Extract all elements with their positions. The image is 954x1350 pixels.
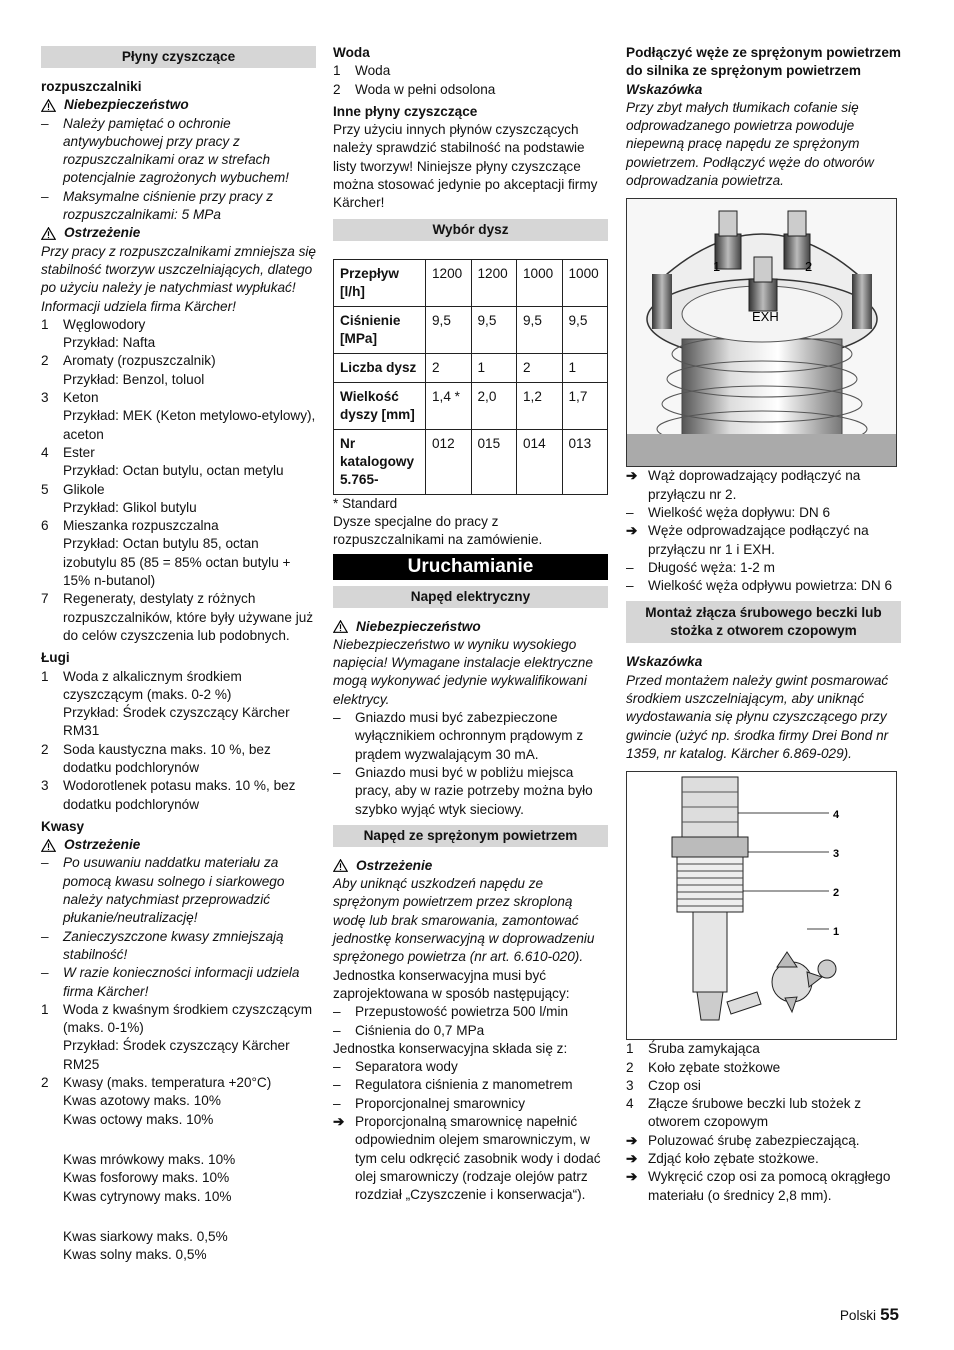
list-item: – Separatora wody [333,1059,458,1075]
list-text: Złącze śrubowe beczki lub stożek z otworem czopowym [648,1096,862,1130]
example-text: Przykład: MEK (Keton metylowo-etylowy), aceton [63,408,316,442]
air-motor-illustration [627,199,897,467]
list-item [626,1077,901,1095]
list-text: Węglowodory [63,316,146,332]
list-number: 2 [626,1059,634,1075]
table-note-special: Dysze specjalne do pracy z rozpuszczalnikami na zamówienie. [333,513,543,548]
fig-label-4: 4 [833,809,840,822]
table-cell: 1000 [517,259,563,306]
example-text: Przykład: Benzol, toluol [63,371,205,387]
section-header-electric: Napęd elektryczny [333,586,608,608]
example-text: Przykład: Glikol butylu [63,499,197,515]
section-header-air-drive: Napęd ze sprężonym powietrzem [333,825,608,847]
table-cell: 1,2 [517,382,563,429]
table-header-cell: Liczba dysz [334,353,426,382]
column-2 [333,44,608,1204]
instruction-step: ➔ Proporcjonalną smarownicę napełnić odpowiednim olejem smarowniczym, w tym celu odkręcić zasobnik wody i dodać olej smarowniczy (rodzaje olejów patrz rozdział „Czyszczenie i konserwacja“). [333,1113,608,1204]
list-text: Aromaty (rozpuszczalnik) [63,353,216,369]
water-title: Woda [333,45,370,60]
instruction-step [626,522,901,559]
solvents-title: rozpuszczalniki [41,79,142,94]
acid-line: Kwas solny maks. 0,5% [63,1247,207,1263]
coupling-figure [626,771,897,1040]
warning-triangle-icon [41,227,56,240]
table-cell: 014 [517,429,563,494]
fig-label-2: 2 [833,887,840,900]
step-text: Poluzować śrubę zabezpieczającą. [648,1132,860,1148]
danger-notice [333,618,608,636]
list-item [41,590,316,645]
list-text: Ester [63,444,95,460]
instruction-step [626,1132,901,1150]
list-item [41,777,316,814]
list-text: Glikole [63,481,105,497]
step-text: Węże odprowadzające podłączyć na przyłączu nr 1 i EXH. [648,523,869,557]
list-item: – Należy pamiętać o ochronie antywybuchowej przy pracy z rozpuszczalnikami oraz w strefach potencjalnie zagrożonych wybuchem! [41,115,289,186]
consists-text: Jednostka konserwacyjna składa się z: [333,1040,568,1056]
other-fluids-text: Przy użyciu innych płynów czyszczących należy sprawdzić stabilność na podstawie listy tworzyw! Niniejsze płyny czyszczące można stosować jedynie po akceptacji firmy Kärcher! [333,122,598,211]
table-row [334,306,608,353]
table-header-cell: Ciśnienie [MPa] [334,306,426,353]
instruction-step [626,1150,901,1168]
table-cell: 9,5 [517,306,563,353]
list-text: Koło zębate stożkowe [648,1059,781,1075]
table-cell: 2,0 [471,382,517,429]
acid-line: Kwas octowy maks. 10% [63,1111,214,1127]
table-cell: 1,7 [562,382,608,429]
section-header-mount: Montaż złącza śrubowego beczki lub stożka z otworem czopowym [626,601,901,643]
list-number: 4 [41,444,49,460]
table-cell: 1,4 * [426,382,472,429]
list-item: – Gniazdo musi być w pobliżu miejsca pracy, aby w razie potrzeby można było szybko wyjąć wtyk sieciowy. [333,764,593,817]
parts-list [626,1040,901,1131]
instruction-step [626,504,901,522]
arrow-right-icon: ➔ [626,1132,638,1148]
unit-text: Jednostka konserwacyjna musi być zaprojektowana w sposób następujący: [333,967,570,1001]
list-number: 3 [626,1077,634,1093]
warning-triangle-icon [41,839,56,852]
note-label: Wskazówka [626,81,703,97]
list-item [41,444,316,462]
instruction-step [626,577,901,595]
list-text: Czop osi [648,1077,701,1093]
page-number: 55 [880,1305,899,1324]
dash-bullet: – [626,578,634,594]
list-number: 1 [626,1041,634,1057]
step-text: Wykręcić czop osi za pomocą okrągłego materiału (o średnicy 2,8 mm). [648,1169,891,1203]
list-item [41,481,316,499]
list-item: – Zanieczyszczone kwasy zmniejszają stabilność! [41,928,284,962]
arrow-right-icon: ➔ [626,523,638,539]
list-item: 2 Kwasy (maks. temperatura +20°C) [41,1075,272,1091]
list-text: Keton [63,390,99,406]
list-text: Wodorotlenek potasu maks. 10 %, bez dodatku podchlorynów [63,778,296,812]
list-number: 1 [41,668,49,684]
list-number: 4 [626,1096,634,1112]
example-text: Przykład: Octan butylu, octan metylu [63,463,284,479]
acid-line: Kwas mrówkowy maks. 10% [63,1151,236,1167]
table-cell: 2 [517,353,563,382]
table-row [334,429,608,494]
danger-label: Niebezpieczeństwo [64,97,189,113]
list-item: – Ciśnienia do 0,7 MPa [333,1022,485,1038]
list-item [41,517,316,535]
list-item [41,352,316,370]
list-number: 3 [41,390,49,406]
column-1 [41,44,316,1264]
acid-line: Kwas cytrynowy maks. 10% [63,1188,232,1204]
caution-label: Ostrzeżenie [64,837,141,853]
nozzle-table [333,259,608,495]
list-item [41,389,316,407]
table-row [334,259,608,306]
list-item: 1 Woda z kwaśnym środkiem czyszczącym (maks. 0-1%) [41,1001,313,1036]
air-motor-figure [626,198,897,467]
example-text: Przykład: Octan butylu 85, octan izobutylu 85 (85 = 85% octan butylu + 15% n-butanol) [63,536,291,589]
fig-label-exh: EXH [752,309,779,325]
note-label: Wskazówka [626,654,703,670]
list-item [41,741,316,778]
list-item [626,1095,901,1132]
table-cell: 012 [426,429,472,494]
list-item: – Przepustowość powietrza 500 l/min [333,1004,569,1020]
solvent-list [41,316,316,645]
arrow-right-icon: ➔ [626,1169,638,1185]
fig-label-2: 2 [805,259,813,275]
fig-label-1: 1 [713,259,721,275]
list-text: Soda kaustyczna maks. 10 %, bez dodatku podchlorynów [63,741,271,775]
step-text: Wąż doprowadzający podłączyć na przyłączu nr 2. [648,468,861,502]
list-item: – Gniazdo musi być zabezpieczone wyłącznikiem ochronnym prądowym z prądem wyzwalającym 30 mA. [333,710,584,762]
step-text: Wielkość węża odpływu powietrza: DN 6 [648,578,893,594]
fig-label-1: 1 [833,926,840,939]
table-cell: 1200 [471,259,517,306]
step-text: Długość węża: 1-2 m [648,559,775,575]
steps-list [626,467,901,595]
caution-text: Aby uniknąć uszkodzeń napędu ze sprężonym powietrzem przez skroploną wodę lub brak smarowania, zamontować jednostkę konserwacyjną w doprowadzeniu sprężonego powietrza (nr art. 6.610-020). [333,876,595,965]
list-item: – Po usuwaniu naddatku materiału za pomocą kwasu solnego i siarkowego należy natychmiast przeprowadzić płukanie/neutralizację! [41,855,285,926]
arrow-right-icon: ➔ [626,468,638,484]
list-number: 2 [41,353,49,369]
list-item: – Proporcjonalnej smarownicy [333,1095,525,1111]
table-cell: 015 [471,429,517,494]
warning-triangle-icon [333,859,348,872]
list-item [626,1059,901,1077]
warning-triangle-icon [41,99,56,112]
table-cell: 9,5 [562,306,608,353]
danger-label: Niebezpieczeństwo [356,618,481,634]
list-item: – Regulatora ciśnienia z manometrem [333,1077,573,1093]
acids-title: Kwasy [41,818,85,834]
list-item: 2 Woda w pełni odsolona [333,81,496,97]
caution-notice [41,224,316,242]
section-header-cleaning-fluids: Płyny czyszczące [41,46,316,68]
chapter-header-startup: Uruchamianie [333,554,608,580]
warning-triangle-icon [333,620,348,633]
list-number: 1 [41,316,49,332]
example-text: Przykład: Nafta [63,335,156,351]
lye-title: Ługi [41,650,70,666]
table-cell: 1 [471,353,517,382]
coupling-illustration [627,772,897,1040]
final-steps-list [626,1132,901,1205]
danger-notice [41,96,316,114]
footer-language: Polski [839,1308,877,1323]
list-text: Mieszanka rozpuszczalna [63,518,219,534]
column-3 [626,44,901,1205]
table-cell: 1 [562,353,608,382]
list-number: 3 [41,778,49,794]
note-text: Przed montażem należy gwint posmarować środkiem uszczelniającym, aby uniknąć wydostawania się płynu czyszczącego przy gwincie (użyć np. środka firmy Drei Bond nr 1359, nr katalog. Kärcher 6.869-029). [626,672,889,761]
list-text: Śruba zamykająca [648,1041,760,1057]
caution-text: Przy pracy z rozpuszczalnikami zmniejsza się stabilność tworzyw uszczelniających, dlatego po użyciu należy je natychmiast wypłukać! Informacji udziela firma Kärcher! [41,243,316,314]
dash-bullet: – [626,504,634,520]
list-item: – Maksymalne ciśnienie przy pracy z rozpuszczalnikami: 5 MPa [41,188,274,223]
acid-line: Kwas azotowy maks. 10% [63,1093,221,1109]
acids-caution-notice [41,836,316,854]
list-item [41,316,316,334]
acid-line: Kwas fosforowy maks. 10% [63,1170,230,1186]
instruction-step [626,467,901,504]
caution-notice [333,857,608,875]
page-footer [840,1306,899,1325]
table-header-cell: Przepływ [l/h] [334,259,426,306]
list-item [626,1040,901,1058]
list-item: – W razie konieczności informacji udziela firma Kärcher! [41,965,300,999]
other-fluids-title: Inne płyny czyszczące [333,103,478,119]
arrow-right-icon: ➔ [626,1151,638,1167]
danger-text: Niebezpieczeństwo w wyniku wysokiego napięcia! Wymagane instalacje elektryczne mogą wykonywać jedynie wykwalifikowani elektrycy. [333,636,593,707]
instruction-step [626,559,901,577]
example-text: Przykład: Środek czyszczący Kärcher RM25 [63,1038,290,1072]
list-text: Regeneraty, destylaty z różnych rozpuszczalników, które były używane już do celów czyszczenia lub podobnych. [63,591,314,643]
table-cell: 1200 [426,259,472,306]
lye-list [41,668,316,814]
table-cell: 013 [562,429,608,494]
table-row [334,353,608,382]
list-number: 5 [41,481,49,497]
table-header-cell: Nr katalogowy 5.765- [334,429,426,494]
connect-title: Podłączyć węże ze sprężonym powietrzem do silnika ze sprężonym powietrzem [626,45,901,79]
table-cell: 9,5 [471,306,517,353]
list-item [41,668,316,705]
section-header-nozzles: Wybór dysz [333,219,608,241]
table-header-cell: Wielkość dyszy [mm] [334,382,426,429]
fig-label-3: 3 [833,848,840,861]
caution-label: Ostrzeżenie [64,225,141,241]
table-row [334,382,608,429]
step-text: Wielkość węża dopływu: DN 6 [648,504,831,520]
dash-bullet: – [626,559,634,575]
list-number: 7 [41,591,49,607]
list-text: Woda z alkalicznym środkiem czyszczącym (maks. 0-2 %) [63,668,242,702]
list-item: 1 Woda [333,63,391,79]
table-cell: 1000 [562,259,608,306]
table-cell: 2 [426,353,472,382]
table-note: * Standard [333,495,398,511]
step-text: Zdjąć koło zębate stożkowe. [648,1151,819,1167]
screw [818,960,836,978]
list-number: 2 [41,741,49,757]
caution-label: Ostrzeżenie [356,857,433,873]
note-text: Przy zbyt małych tłumikach cofanie się odprowadzanego powietrza powoduje niepewną pracę napędu ze sprężonym powietrzem. Podłączyć węże do otworów odprowadzania powietrza. [626,99,874,189]
list-number: 6 [41,518,49,534]
instruction-step [626,1168,901,1205]
table-cell: 9,5 [426,306,472,353]
acid-line: Kwas siarkowy maks. 0,5% [63,1228,228,1244]
example-text: Przykład: Środek czyszczący Kärcher RM31 [63,705,290,739]
arrow-right-icon: ➔ [333,1113,345,1129]
